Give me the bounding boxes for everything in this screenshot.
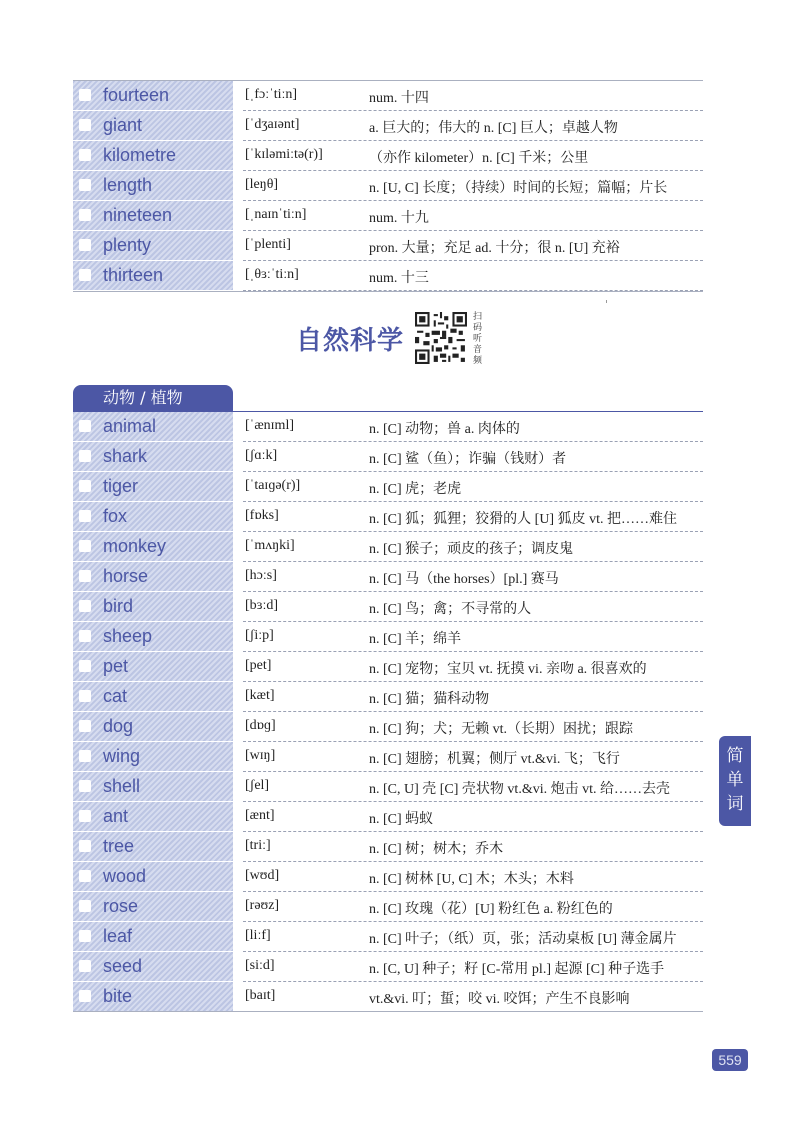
vocab-word: wing <box>103 746 141 766</box>
top-table-bottom-rule <box>73 291 703 292</box>
checkbox-icon[interactable] <box>79 720 91 732</box>
vocab-phonetic: [ˈtaɪɡə(r)] <box>245 478 301 493</box>
word-cell-background <box>73 562 233 591</box>
vocab-word: fox <box>103 506 128 526</box>
vocab-row <box>73 622 703 652</box>
word-cell-background <box>73 892 233 921</box>
checkbox-icon[interactable] <box>79 510 91 522</box>
vocab-row <box>73 261 703 291</box>
vocab-word: monkey <box>103 536 167 556</box>
checkbox-icon[interactable] <box>79 179 91 191</box>
vocab-definition: n. [C, U] 壳 [C] 壳状物 vt.&vi. 炮击 vt. 给……去壳 <box>369 782 670 797</box>
vocab-definition: n. [C] 鸟；禽；不寻常的人 <box>369 602 532 617</box>
tick-mark <box>606 300 607 303</box>
vocab-definition: n. [C] 翅膀；机翼；侧厅 vt.&vi. 飞；飞行 <box>369 752 620 767</box>
word-cell-background <box>73 832 233 861</box>
vocab-definition: n. [U, C] 长度；（持续）时间的长短；篇幅；片长 <box>369 181 668 196</box>
vocab-word: cat <box>103 686 128 706</box>
checkbox-icon[interactable] <box>79 119 91 131</box>
word-cell-background <box>73 982 233 1011</box>
vocab-word: shell <box>103 776 141 796</box>
section-title: 自然科学 <box>296 326 405 356</box>
checkbox-icon[interactable] <box>79 780 91 792</box>
checkbox-icon[interactable] <box>79 570 91 582</box>
checkbox-icon[interactable] <box>79 420 91 432</box>
qr-code-icon <box>415 312 467 364</box>
vocab-definition: num. 十四 <box>369 91 429 106</box>
vocab-word: fourteen <box>103 85 170 105</box>
vocab-phonetic: [leŋθ] <box>245 177 279 192</box>
vocab-row <box>73 141 703 171</box>
vocab-phonetic: [ʃel] <box>245 778 270 793</box>
vocab-row <box>73 231 703 261</box>
vocab-row <box>73 111 703 141</box>
word-cell-background <box>73 742 233 771</box>
vocab-word: rose <box>103 896 139 916</box>
vocab-row <box>73 532 703 562</box>
vocab-word: pet <box>103 656 129 676</box>
vocab-row <box>73 562 703 592</box>
vocab-phonetic: [ʃɑːk] <box>245 448 278 463</box>
checkbox-icon[interactable] <box>79 810 91 822</box>
checkbox-icon[interactable] <box>79 990 91 1002</box>
word-cell-background <box>73 922 233 951</box>
vocab-phonetic: [fɒks] <box>245 508 279 523</box>
side-tab-char: 词 <box>726 794 744 814</box>
vocab-word: plenty <box>103 235 152 255</box>
vocab-word: dog <box>103 716 134 736</box>
vocab-phonetic: [ˈkɪləmiːtə(r)] <box>245 147 323 162</box>
vocab-row <box>73 472 703 502</box>
vocab-phonetic: [wʊd] <box>245 868 280 883</box>
qr-caption: 扫码听音频 <box>473 312 483 366</box>
vocab-word: giant <box>103 115 143 135</box>
vocab-row <box>73 802 703 832</box>
word-cell-background <box>73 171 233 200</box>
checkbox-icon[interactable] <box>79 450 91 462</box>
checkbox-icon[interactable] <box>79 540 91 552</box>
side-tab-char: 简 <box>726 746 744 766</box>
checkbox-icon[interactable] <box>79 840 91 852</box>
word-cell-background <box>73 472 233 501</box>
bottom-rule <box>73 1011 703 1012</box>
vocab-phonetic: [hɔːs] <box>245 568 277 583</box>
category-tab: 动物 / 植物 <box>73 385 233 411</box>
vocab-row <box>73 712 703 742</box>
vocab-definition: n. [C] 狐；狐狸；狡猾的人 [U] 狐皮 vt. 把……难住 <box>369 512 677 527</box>
vocab-word: sheep <box>103 626 153 646</box>
vocab-word: thirteen <box>103 265 164 285</box>
vocab-phonetic: [siːd] <box>245 958 275 973</box>
vocab-definition: n. [C] 羊；绵羊 <box>369 632 462 647</box>
vocab-phonetic: [baɪt] <box>245 988 276 1003</box>
word-cell-background <box>73 502 233 531</box>
checkbox-icon[interactable] <box>79 269 91 281</box>
checkbox-icon[interactable] <box>79 480 91 492</box>
word-cell-background <box>73 682 233 711</box>
checkbox-icon[interactable] <box>79 870 91 882</box>
vocab-phonetic: [pet] <box>245 658 272 673</box>
vocab-row <box>73 502 703 532</box>
checkbox-icon[interactable] <box>79 750 91 762</box>
vocab-row <box>73 171 703 201</box>
vocab-definition: （亦作 kilometer）n. [C] 千米；公里 <box>369 151 589 166</box>
vocab-phonetic: [ˈdʒaɪənt] <box>245 117 300 132</box>
side-tab-simple-words[interactable] <box>719 736 751 826</box>
vocab-definition: n. [C] 玫瑰（花）[U] 粉红色 a. 粉红色的 <box>369 902 613 917</box>
vocab-definition: n. [C] 叶子；（纸）页，张；活动桌板 [U] 薄金属片 <box>369 932 677 947</box>
vocab-phonetic: [ˌnaɪnˈtiːn] <box>245 207 307 222</box>
vocab-definition: n. [C] 宠物；宝贝 vt. 抚摸 vi. 亲吻 a. 很喜欢的 <box>369 662 647 677</box>
vocab-phonetic: [ˌfɔːˈtiːn] <box>245 87 298 102</box>
vocab-definition: n. [C] 动物；兽 a. 肉体的 <box>369 422 520 437</box>
vocab-definition: n. [C] 树；树木；乔木 <box>369 842 504 857</box>
vocab-phonetic: [ʃiːp] <box>245 628 274 643</box>
checkbox-icon[interactable] <box>79 930 91 942</box>
vocab-row <box>73 412 703 442</box>
word-cell-background <box>73 952 233 981</box>
vocab-definition: n. [C] 鲨（鱼）；诈骗（钱财）者 <box>369 452 567 467</box>
vocab-word: kilometre <box>103 145 177 165</box>
vocab-word: bird <box>103 596 134 616</box>
vocab-word: nineteen <box>103 205 173 225</box>
vocab-row <box>73 201 703 231</box>
vocab-phonetic: [kæt] <box>245 688 275 703</box>
checkbox-icon[interactable] <box>79 149 91 161</box>
vocab-word: wood <box>103 866 147 886</box>
word-cell-background <box>73 622 233 651</box>
vocab-row <box>73 592 703 622</box>
checkbox-icon[interactable] <box>79 960 91 972</box>
vocab-row <box>73 742 703 772</box>
checkbox-icon[interactable] <box>79 690 91 702</box>
vocab-row <box>73 772 703 802</box>
vocab-word: leaf <box>103 926 133 946</box>
word-cell-background <box>73 772 233 801</box>
checkbox-icon[interactable] <box>79 89 91 101</box>
word-cell-background <box>73 442 233 471</box>
vocab-row <box>73 892 703 922</box>
checkbox-icon[interactable] <box>79 209 91 221</box>
vocab-table-top <box>73 81 703 291</box>
vocab-definition: n. [C, U] 种子；籽 [C-常用 pl.] 起源 [C] 种子选手 <box>369 962 665 977</box>
vocab-row <box>73 682 703 712</box>
vocab-phonetic: [ˈmʌŋki] <box>245 538 295 553</box>
vocab-table-animals <box>73 412 703 1012</box>
vocab-word: length <box>103 175 153 195</box>
vocab-phonetic: [rəʊz] <box>245 898 280 913</box>
word-cell-background <box>73 862 233 891</box>
vocab-phonetic: [ˈplenti] <box>245 237 291 252</box>
word-cell-background <box>73 231 233 260</box>
vocab-definition: num. 十三 <box>369 271 429 286</box>
checkbox-icon[interactable] <box>79 660 91 672</box>
vocab-word: horse <box>103 566 149 586</box>
vocab-definition: n. [C] 马（the horses）[pl.] 赛马 <box>369 572 559 587</box>
page-number: 559 <box>712 1049 748 1071</box>
vocab-row <box>73 952 703 982</box>
checkbox-icon[interactable] <box>79 900 91 912</box>
vocab-phonetic: [dɒɡ] <box>245 718 276 733</box>
vocab-phonetic: [ænt] <box>245 808 275 823</box>
vocab-row <box>73 982 703 1012</box>
vocab-definition: n. [C] 蚂蚁 <box>369 812 434 827</box>
vocab-definition: n. [C] 虎；老虎 <box>369 482 462 497</box>
vocab-definition: n. [C] 猴子；顽皮的孩子；调皮鬼 <box>369 542 574 557</box>
vocab-phonetic: [bɜːd] <box>245 598 279 613</box>
vocab-word: tree <box>103 836 135 856</box>
checkbox-icon[interactable] <box>79 600 91 612</box>
vocab-word: bite <box>103 986 133 1006</box>
checkbox-icon[interactable] <box>79 630 91 642</box>
word-cell-background <box>73 802 233 831</box>
vocab-row <box>73 81 703 111</box>
vocab-row <box>73 442 703 472</box>
vocab-word: shark <box>103 446 148 466</box>
word-cell-background <box>73 712 233 741</box>
vocab-row <box>73 862 703 892</box>
vocab-row <box>73 922 703 952</box>
vocab-definition: n. [C] 狗；犬；无赖 vt.（长期）困扰；跟踪 <box>369 722 634 737</box>
vocab-word: tiger <box>103 476 139 496</box>
vocab-definition: n. [C] 猫；猫科动物 <box>369 692 490 707</box>
side-tab-char: 单 <box>726 770 744 790</box>
vocab-phonetic: [wɪŋ] <box>245 748 276 763</box>
vocab-row <box>73 832 703 862</box>
vocab-word: ant <box>103 806 129 826</box>
word-cell-background <box>73 592 233 621</box>
vocab-definition: vt.&vi. 叮；蜇；咬 vi. 咬饵；产生不良影响 <box>369 992 630 1007</box>
vocab-phonetic: [liːf] <box>245 928 271 943</box>
vocab-definition: a. 巨大的；伟大的 n. [C] 巨人；卓越人物 <box>369 121 618 136</box>
vocab-definition: pron. 大量；充足 ad. 十分；很 n. [U] 充裕 <box>369 241 620 256</box>
vocab-row <box>73 652 703 682</box>
vocab-definition: num. 十九 <box>369 211 429 226</box>
vocab-word: animal <box>103 416 157 436</box>
word-cell-background <box>73 652 233 681</box>
checkbox-icon[interactable] <box>79 239 91 251</box>
vocab-phonetic: [triː] <box>245 838 271 853</box>
vocab-definition: n. [C] 树林 [U, C] 木；木头；木料 <box>369 872 574 887</box>
vocab-phonetic: [ˈænɪml] <box>245 418 294 433</box>
word-cell-background <box>73 111 233 140</box>
vocab-word: seed <box>103 956 143 976</box>
vocab-phonetic: [ˌθɜːˈtiːn] <box>245 267 299 282</box>
